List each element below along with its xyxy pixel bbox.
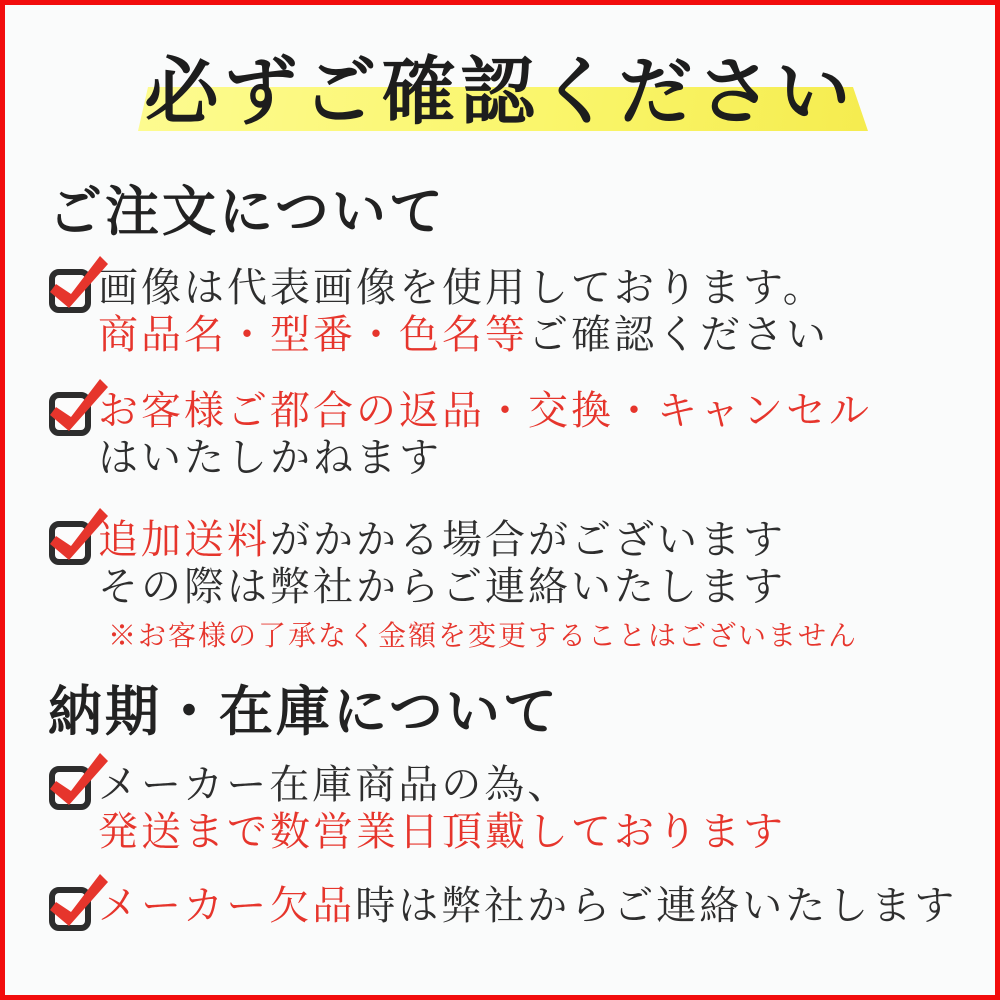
checked-checkbox-icon [48, 516, 94, 563]
section-items [48, 761, 995, 929]
check-item-text [98, 761, 786, 855]
body-text: ご確認ください [528, 312, 829, 357]
section-heading: ご注文について [48, 182, 446, 242]
text-line [98, 808, 786, 855]
check-item [48, 387, 995, 481]
checked-checkbox-icon [48, 264, 94, 311]
body-text: 画像は代表画像を使用しております。 [98, 265, 826, 310]
fine-print-note: ※お客様の了承なく金額を変更することはございません [108, 621, 859, 652]
check-item-text [98, 387, 872, 481]
text-line [98, 387, 872, 434]
check-item-text [98, 882, 957, 929]
section-items [48, 264, 995, 654]
text-line [98, 882, 957, 929]
body-text: がかかる場合がございます [270, 517, 786, 562]
page-title: 必ずご確認ください [144, 52, 856, 134]
body-text: その際は弊社からご連絡いたします [98, 564, 786, 609]
emphasis-text: お客様ご都合の返品・交換・キャンセル [98, 388, 872, 433]
notice-section [5, 180, 995, 654]
checked-checkbox-icon [48, 761, 94, 808]
text-line [98, 563, 858, 610]
text-line [98, 761, 786, 808]
check-item [48, 882, 995, 929]
body-text: 時は弊社からご連絡いたします [355, 883, 958, 928]
body-text: メーカー在庫商品の為、 [98, 762, 571, 807]
emphasis-text: メーカー欠品 [98, 883, 356, 928]
text-line [98, 311, 829, 358]
checked-checkbox-icon [48, 387, 94, 434]
text-line [98, 516, 858, 563]
emphasis-text: 追加送料 [98, 517, 270, 562]
notice-section [5, 680, 995, 929]
check-item [48, 264, 995, 358]
emphasis-text: 商品名・型番・色名等 [98, 312, 528, 357]
section-heading: 納期・在庫について [48, 682, 560, 742]
check-item-text [98, 516, 858, 654]
title-banner [5, 42, 995, 144]
text-line [98, 264, 829, 311]
body-text: はいたしかねます [98, 435, 442, 480]
check-item [48, 761, 995, 855]
check-item-text [98, 264, 829, 358]
text-line [98, 434, 872, 481]
check-item [48, 516, 995, 654]
checked-checkbox-icon [48, 882, 94, 929]
emphasis-text: 発送まで数営業日頂戴しております [98, 809, 786, 854]
notice-body [5, 180, 995, 929]
